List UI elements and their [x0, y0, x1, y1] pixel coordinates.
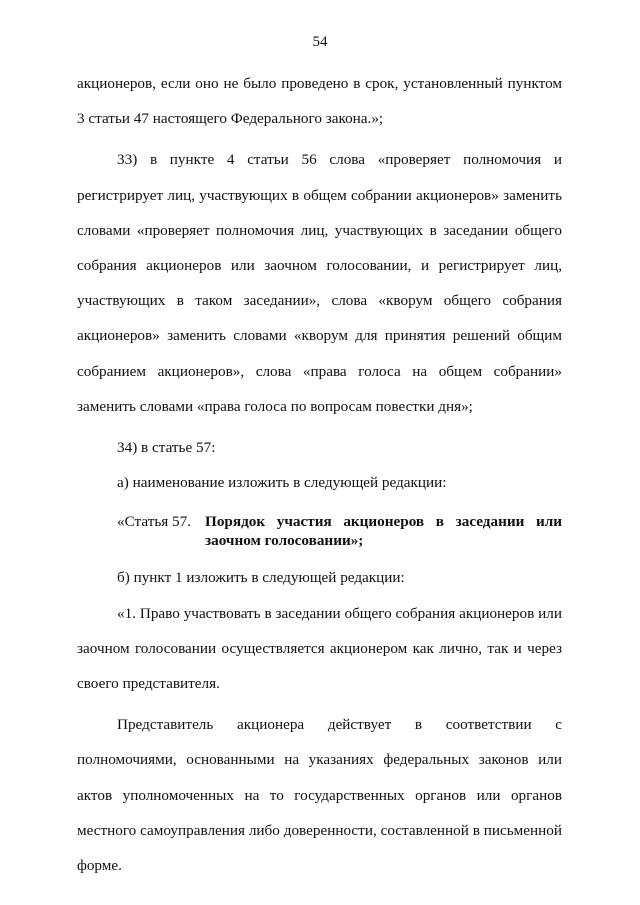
document-body: [77, 66, 562, 883]
paragraph-item-34: 34) в статье 57:: [117, 439, 216, 457]
paragraph-representative: Представитель акционера действует в соответствии с полномочиями, основанными на указаниях федеральных законов или актов уполномоченных на то государственных органов или органов местного самоуправления либо доверенности, составленной в письменной форме.: [77, 716, 562, 875]
paragraph-item-33: 33) в пункте 4 статьи 56 слова «проверяет полномочия и регистрирует лиц, участвующих в общем собрании акционеров» заменить словами «проверяет полномочия лиц, участвующих в заседании общего собрания акционеров или заочном голосовании, и регистрирует лиц, участвующих в таком заседании», слова «кворум общего собрания акционеров» заменить словами «кворум для принятия решений общим собранием акционеров», слова «права голоса на общем собрании» заменить словами «права голоса по вопросам повестки дня»;: [77, 151, 562, 415]
paragraph-continuation: акционеров, если оно не было проведено в срок, установленный пунктом 3 статьи 47 настоящего Федерального закона.»;: [77, 75, 562, 128]
paragraph-subitem-b: б) пункт 1 изложить в следующей редакции:: [117, 569, 405, 587]
paragraph-clause-1: «1. Право участвовать в заседании общего собрания акционеров или заочном голосовании осуществляется акционером как лично, так и через своего представителя.: [77, 604, 562, 693]
paragraph-subitem-a: а) наименование изложить в следующей редакции:: [117, 474, 447, 492]
article-title: Порядок участия акционеров в заседании или заочном голосовании»;: [205, 513, 562, 550]
article-number: «Статья 57.: [117, 513, 192, 531]
page-number: 54: [312, 34, 328, 50]
article-heading: [77, 506, 562, 560]
